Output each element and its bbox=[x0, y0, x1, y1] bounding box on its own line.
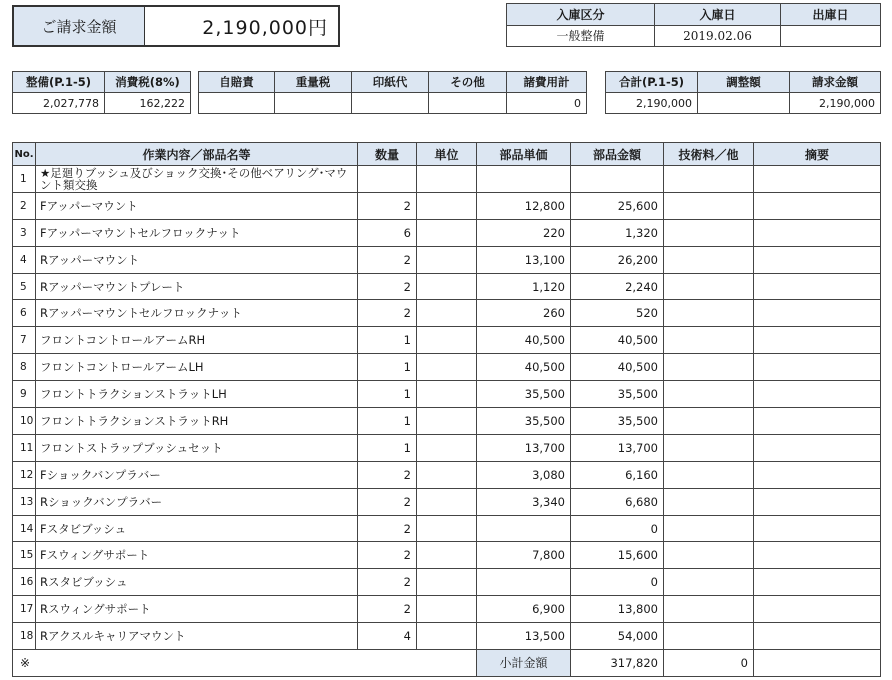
row-name: Rアクスルキャリアマウント bbox=[36, 623, 358, 650]
row-no: 12 bbox=[13, 461, 36, 488]
table-row bbox=[13, 434, 881, 461]
row-qty: 2 bbox=[358, 461, 417, 488]
subtotal-label: 小計金額 bbox=[477, 650, 571, 677]
col-amount-header: 部品金額 bbox=[571, 143, 664, 166]
table-row bbox=[13, 569, 881, 596]
row-qty: 2 bbox=[358, 515, 417, 542]
row-note bbox=[754, 461, 881, 488]
row-note bbox=[754, 246, 881, 273]
row-no: 17 bbox=[13, 596, 36, 623]
row-no: 2 bbox=[13, 192, 36, 219]
sum-header: 合計(P.1-5) bbox=[606, 72, 698, 93]
col-unit-header: 単位 bbox=[417, 143, 477, 166]
row-note bbox=[754, 192, 881, 219]
row-note bbox=[754, 434, 881, 461]
table-row bbox=[13, 542, 881, 569]
row-tech bbox=[664, 300, 754, 327]
col-name-header: 作業内容／部品名等 bbox=[36, 143, 358, 166]
table-row bbox=[13, 623, 881, 650]
liability-insurance-value bbox=[199, 93, 275, 114]
row-tech bbox=[664, 166, 754, 193]
table-row bbox=[13, 461, 881, 488]
row-name: Rスタビブッシュ bbox=[36, 569, 358, 596]
row-price bbox=[477, 515, 571, 542]
row-qty: 4 bbox=[358, 623, 417, 650]
row-note bbox=[754, 408, 881, 435]
row-qty: 1 bbox=[358, 434, 417, 461]
row-tech bbox=[664, 381, 754, 408]
row-qty bbox=[358, 166, 417, 193]
row-no: 5 bbox=[13, 273, 36, 300]
row-tech bbox=[664, 354, 754, 381]
row-amount: 2,240 bbox=[571, 273, 664, 300]
row-amount: 0 bbox=[571, 515, 664, 542]
row-qty: 1 bbox=[358, 381, 417, 408]
row-tech bbox=[664, 569, 754, 596]
row-tech bbox=[664, 273, 754, 300]
row-no: 18 bbox=[13, 623, 36, 650]
row-note bbox=[754, 515, 881, 542]
row-note bbox=[754, 596, 881, 623]
table-row bbox=[13, 300, 881, 327]
row-qty: 2 bbox=[358, 488, 417, 515]
row-unit bbox=[417, 623, 477, 650]
row-no: 3 bbox=[13, 219, 36, 246]
table-row bbox=[13, 381, 881, 408]
row-unit bbox=[417, 542, 477, 569]
weight-tax-header: 重量税 bbox=[275, 72, 352, 93]
row-qty: 2 bbox=[358, 192, 417, 219]
subtotal-note bbox=[754, 650, 881, 677]
entry-type-header: 入庫区分 bbox=[507, 4, 655, 26]
col-price-header: 部品単価 bbox=[477, 143, 571, 166]
table-row bbox=[13, 192, 881, 219]
row-price: 35,500 bbox=[477, 408, 571, 435]
row-qty: 2 bbox=[358, 246, 417, 273]
row-price: 260 bbox=[477, 300, 571, 327]
billing-amount-header: 請求金額 bbox=[790, 72, 881, 93]
row-name: Rショックバンプラバー bbox=[36, 488, 358, 515]
row-tech bbox=[664, 219, 754, 246]
row-name: Rアッパーマウント bbox=[36, 246, 358, 273]
row-note bbox=[754, 273, 881, 300]
row-qty: 2 bbox=[358, 569, 417, 596]
row-name: フロントコントロールアームLH bbox=[36, 354, 358, 381]
row-unit bbox=[417, 569, 477, 596]
row-unit bbox=[417, 596, 477, 623]
row-unit bbox=[417, 192, 477, 219]
row-name: Fアッパーマウント bbox=[36, 192, 358, 219]
table-row bbox=[13, 596, 881, 623]
stamp-fee-header: 印紙代 bbox=[352, 72, 429, 93]
row-amount: 35,500 bbox=[571, 381, 664, 408]
row-amount: 520 bbox=[571, 300, 664, 327]
row-no: 9 bbox=[13, 381, 36, 408]
row-name: Rスウィングサポート bbox=[36, 596, 358, 623]
row-name: ★足廻りブッシュ及びショック交換･その他ベアリング･マウント類交換 bbox=[36, 166, 358, 193]
row-note bbox=[754, 327, 881, 354]
total-amount-box bbox=[12, 5, 340, 47]
row-tech bbox=[664, 542, 754, 569]
row-name: フロントトラクションストラットRH bbox=[36, 408, 358, 435]
row-price: 12,800 bbox=[477, 192, 571, 219]
row-no: 10 bbox=[13, 408, 36, 435]
row-tech bbox=[664, 623, 754, 650]
row-no: 7 bbox=[13, 327, 36, 354]
row-name: Fショックバンプラバー bbox=[36, 461, 358, 488]
row-unit bbox=[417, 461, 477, 488]
row-no: 13 bbox=[13, 488, 36, 515]
row-unit bbox=[417, 300, 477, 327]
row-qty: 2 bbox=[358, 542, 417, 569]
subtotal-tech-value: 0 bbox=[664, 650, 754, 677]
table-row bbox=[13, 327, 881, 354]
entry-info-table bbox=[506, 3, 881, 47]
row-unit bbox=[417, 166, 477, 193]
row-no: 6 bbox=[13, 300, 36, 327]
row-amount: 13,800 bbox=[571, 596, 664, 623]
row-unit bbox=[417, 327, 477, 354]
maintenance-value: 2,027,778 bbox=[13, 93, 105, 114]
row-name: Fスタビブッシュ bbox=[36, 515, 358, 542]
grand-total-table bbox=[605, 71, 881, 114]
row-qty: 2 bbox=[358, 273, 417, 300]
row-amount: 6,680 bbox=[571, 488, 664, 515]
col-qty-header: 数量 bbox=[358, 143, 417, 166]
row-price: 13,100 bbox=[477, 246, 571, 273]
total-amount-label: ご請求金額 bbox=[13, 6, 145, 46]
row-tech bbox=[664, 327, 754, 354]
exit-date-header: 出庫日 bbox=[781, 4, 881, 26]
row-qty: 6 bbox=[358, 219, 417, 246]
row-amount bbox=[571, 166, 664, 193]
row-price: 13,500 bbox=[477, 623, 571, 650]
other-fee-header: その他 bbox=[429, 72, 507, 93]
row-price: 40,500 bbox=[477, 354, 571, 381]
row-amount: 0 bbox=[571, 569, 664, 596]
row-qty: 1 bbox=[358, 408, 417, 435]
row-amount: 15,600 bbox=[571, 542, 664, 569]
row-tech bbox=[664, 488, 754, 515]
table-row bbox=[13, 488, 881, 515]
entry-date-value: 2019.02.06 bbox=[655, 25, 781, 47]
row-note bbox=[754, 488, 881, 515]
col-note-header: 摘要 bbox=[754, 143, 881, 166]
table-row bbox=[13, 273, 881, 300]
table-row bbox=[13, 515, 881, 542]
fees-summary-table bbox=[198, 71, 587, 114]
row-price: 40,500 bbox=[477, 327, 571, 354]
row-tech bbox=[664, 596, 754, 623]
liability-insurance-header: 自賠責 bbox=[199, 72, 275, 93]
row-no: 4 bbox=[13, 246, 36, 273]
row-tech bbox=[664, 461, 754, 488]
row-note bbox=[754, 166, 881, 193]
stamp-fee-value bbox=[352, 93, 429, 114]
row-no: 11 bbox=[13, 434, 36, 461]
row-note bbox=[754, 542, 881, 569]
row-amount: 26,200 bbox=[571, 246, 664, 273]
table-row bbox=[13, 219, 881, 246]
maintenance-header: 整備(P.1-5) bbox=[13, 72, 105, 93]
row-price: 220 bbox=[477, 219, 571, 246]
row-amount: 40,500 bbox=[571, 327, 664, 354]
col-no-header: No. bbox=[13, 143, 36, 166]
table-row bbox=[13, 354, 881, 381]
row-note bbox=[754, 569, 881, 596]
row-qty: 1 bbox=[358, 327, 417, 354]
row-no: 1 bbox=[13, 166, 36, 193]
items-body bbox=[13, 166, 881, 650]
row-no: 16 bbox=[13, 569, 36, 596]
row-note bbox=[754, 354, 881, 381]
row-price bbox=[477, 569, 571, 596]
row-unit bbox=[417, 354, 477, 381]
row-unit bbox=[417, 273, 477, 300]
row-qty: 2 bbox=[358, 596, 417, 623]
row-tech bbox=[664, 434, 754, 461]
other-fee-value bbox=[429, 93, 507, 114]
row-price: 7,800 bbox=[477, 542, 571, 569]
row-unit bbox=[417, 219, 477, 246]
row-qty: 2 bbox=[358, 300, 417, 327]
row-no: 14 bbox=[13, 515, 36, 542]
row-amount: 25,600 bbox=[571, 192, 664, 219]
row-price: 13,700 bbox=[477, 434, 571, 461]
total-amount-value: 2,190,000円 bbox=[145, 6, 340, 46]
fees-total-header: 諸費用計 bbox=[507, 72, 587, 93]
row-name: Rアッパーマウントプレート bbox=[36, 273, 358, 300]
row-amount: 40,500 bbox=[571, 354, 664, 381]
row-note bbox=[754, 381, 881, 408]
billing-amount-value: 2,190,000 bbox=[790, 93, 881, 114]
row-name: フロントストラップブッシュセット bbox=[36, 434, 358, 461]
footnote-mark: ※ bbox=[13, 650, 477, 677]
row-name: フロントコントロールアームRH bbox=[36, 327, 358, 354]
row-note bbox=[754, 623, 881, 650]
row-unit bbox=[417, 246, 477, 273]
row-price: 6,900 bbox=[477, 596, 571, 623]
row-name: Rアッパーマウントセルフロックナット bbox=[36, 300, 358, 327]
row-price: 3,340 bbox=[477, 488, 571, 515]
row-amount: 54,000 bbox=[571, 623, 664, 650]
row-price bbox=[477, 166, 571, 193]
items-table bbox=[12, 142, 881, 677]
row-price: 3,080 bbox=[477, 461, 571, 488]
row-tech bbox=[664, 515, 754, 542]
weight-tax-value bbox=[275, 93, 352, 114]
row-amount: 35,500 bbox=[571, 408, 664, 435]
row-unit bbox=[417, 408, 477, 435]
adjustment-header: 調整額 bbox=[698, 72, 790, 93]
row-price: 35,500 bbox=[477, 381, 571, 408]
maintenance-summary-table bbox=[12, 71, 191, 114]
row-unit bbox=[417, 515, 477, 542]
entry-type-value: 一般整備 bbox=[507, 25, 655, 47]
tax-value: 162,222 bbox=[105, 93, 191, 114]
row-amount: 1,320 bbox=[571, 219, 664, 246]
adjustment-value bbox=[698, 93, 790, 114]
row-price: 1,120 bbox=[477, 273, 571, 300]
row-name: Fスウィングサポート bbox=[36, 542, 358, 569]
table-row bbox=[13, 408, 881, 435]
row-amount: 6,160 bbox=[571, 461, 664, 488]
row-note bbox=[754, 300, 881, 327]
row-no: 15 bbox=[13, 542, 36, 569]
row-tech bbox=[664, 246, 754, 273]
fees-total-value: 0 bbox=[507, 93, 587, 114]
row-tech bbox=[664, 192, 754, 219]
tax-header: 消費税(8%) bbox=[105, 72, 191, 93]
subtotal-parts-value: 317,820 bbox=[571, 650, 664, 677]
row-no: 8 bbox=[13, 354, 36, 381]
row-unit bbox=[417, 488, 477, 515]
row-name: Fアッパーマウントセルフロックナット bbox=[36, 219, 358, 246]
sum-value: 2,190,000 bbox=[606, 93, 698, 114]
table-row bbox=[13, 166, 881, 193]
row-unit bbox=[417, 381, 477, 408]
row-name: フロントトラクションストラットLH bbox=[36, 381, 358, 408]
entry-date-header: 入庫日 bbox=[655, 4, 781, 26]
row-note bbox=[754, 219, 881, 246]
table-row bbox=[13, 246, 881, 273]
row-unit bbox=[417, 434, 477, 461]
col-tech-header: 技術料／他 bbox=[664, 143, 754, 166]
row-tech bbox=[664, 408, 754, 435]
row-qty: 1 bbox=[358, 354, 417, 381]
row-amount: 13,700 bbox=[571, 434, 664, 461]
exit-date-value bbox=[781, 25, 881, 47]
